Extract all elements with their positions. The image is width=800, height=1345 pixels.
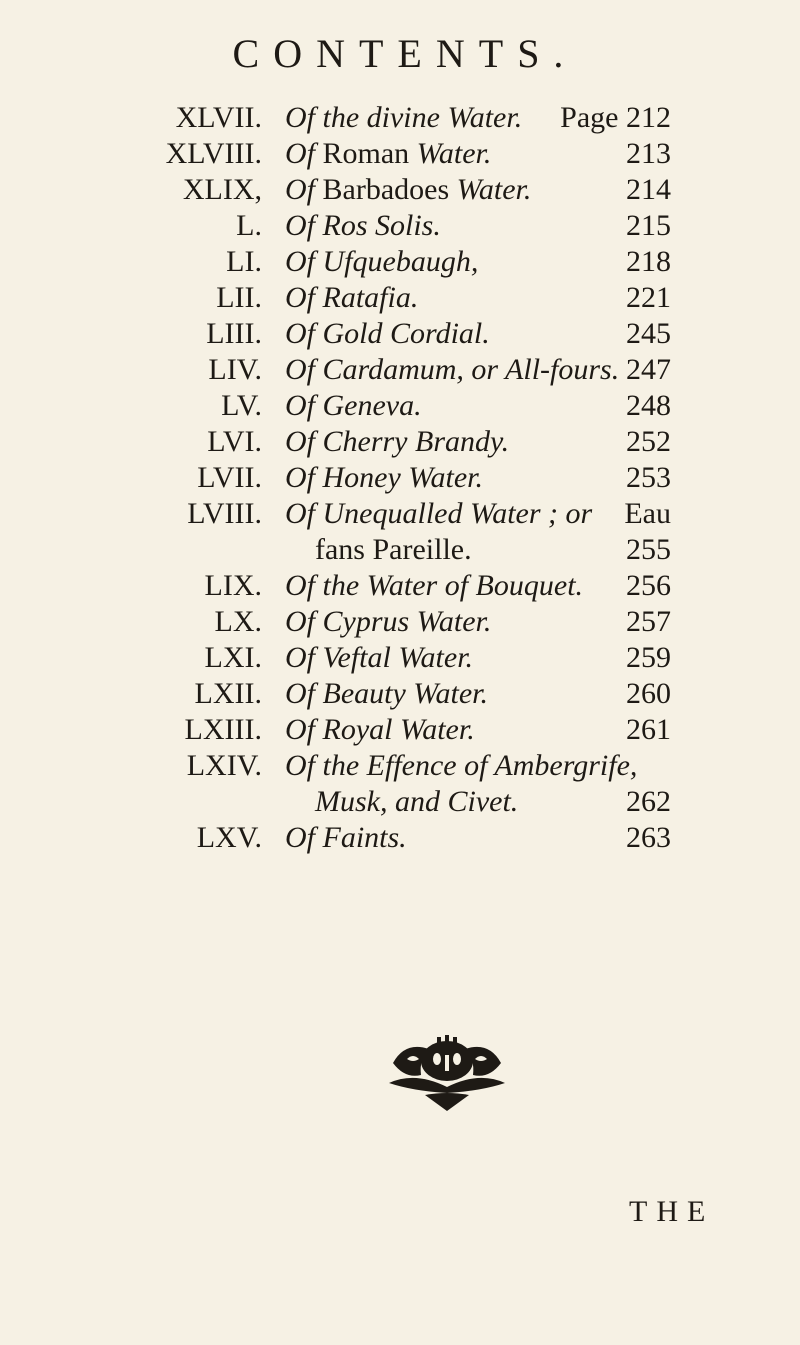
entry-number: LIV.: [208, 353, 262, 386]
entry-page: 257: [626, 605, 671, 638]
entry-title: Of Cardamum, or All-fours.: [285, 353, 620, 386]
entry-number: LV.: [221, 389, 262, 422]
entry-page: 256: [626, 569, 671, 602]
entry-page: 253: [626, 461, 671, 494]
toc-entry: [0, 712, 800, 748]
toc-entry: [0, 496, 800, 532]
entry-page: Eau: [624, 497, 671, 530]
toc-entry-continued: [0, 532, 800, 568]
entry-number: XLIX,: [182, 173, 262, 206]
toc-entry: [0, 604, 800, 640]
toc-entry: [0, 676, 800, 712]
toc-entry: [0, 244, 800, 280]
toc-entry: [0, 100, 800, 136]
entry-number: LIX.: [204, 569, 262, 602]
entry-number: XLVIII.: [165, 137, 262, 170]
entry-page: 218: [626, 245, 671, 278]
entry-number: LXV.: [196, 821, 262, 854]
entry-title: Of Royal Water.: [285, 713, 475, 746]
entry-title: Of Faints.: [285, 821, 407, 854]
printers-ornament-icon: [385, 1035, 509, 1115]
entry-title: Of Ufquebaugh,: [285, 245, 479, 278]
entry-title: Of the Water of Bouquet.: [285, 569, 584, 602]
entry-title: Of Roman Water.: [285, 137, 492, 170]
entry-number: LVII.: [197, 461, 262, 494]
entry-title: Of Beauty Water.: [285, 677, 489, 710]
toc-entry: [0, 640, 800, 676]
entry-page: Page 212: [560, 101, 671, 134]
entry-number: LVI.: [207, 425, 262, 458]
entry-page: 252: [626, 425, 671, 458]
entry-title: Of Ros Solis.: [285, 209, 441, 242]
entry-page: 259: [626, 641, 671, 674]
entry-page: 247: [626, 353, 671, 386]
toc-entry: [0, 568, 800, 604]
entry-number: LIII.: [206, 317, 262, 350]
entry-title: Of Cherry Brandy.: [285, 425, 510, 458]
entry-number: LXIII.: [184, 713, 262, 746]
entry-number: LXII.: [194, 677, 262, 710]
entry-page: 213: [626, 137, 671, 170]
entry-number: L.: [236, 209, 262, 242]
toc-entry: [0, 748, 800, 784]
entry-page: 248: [626, 389, 671, 422]
entry-title: Of Ratafia.: [285, 281, 419, 314]
toc-entry: [0, 424, 800, 460]
toc-entry: [0, 460, 800, 496]
catchword: THE: [629, 1195, 715, 1228]
toc-entry: [0, 136, 800, 172]
entry-title: Of Veftal Water.: [285, 641, 474, 674]
entry-page: 255: [626, 533, 671, 566]
entry-page: 245: [626, 317, 671, 350]
page-header: CONTENTS.: [232, 31, 578, 76]
entry-title: Of Gold Cordial.: [285, 317, 490, 350]
entry-page: 215: [626, 209, 671, 242]
toc-entry: [0, 820, 800, 856]
entry-number: LVIII.: [187, 497, 262, 530]
toc-entry: [0, 388, 800, 424]
entry-page: 221: [626, 281, 671, 314]
entry-title: Of Unequalled Water ; or: [285, 497, 593, 530]
entry-number: LI.: [226, 245, 262, 278]
entry-number: LXI.: [204, 641, 262, 674]
entry-page: 261: [626, 713, 671, 746]
toc-entry: [0, 208, 800, 244]
toc-entry: [0, 316, 800, 352]
toc-entry: [0, 172, 800, 208]
toc-entry: [0, 280, 800, 316]
entry-title: Of the divine Water.: [285, 101, 523, 134]
entry-page: 263: [626, 821, 671, 854]
entry-title: Of Honey Water.: [285, 461, 484, 494]
entry-title-continued: Musk, and Civet.: [315, 785, 519, 818]
entry-page: 214: [626, 173, 671, 206]
entry-title: Of Geneva.: [285, 389, 422, 422]
entry-title: Of Barbadoes Water.: [285, 173, 532, 206]
entry-number: XLVII.: [175, 101, 262, 134]
toc-entry-continued: [0, 784, 800, 820]
entry-page: 262: [626, 785, 671, 818]
entry-title: Of the Effence of Ambergrife,: [285, 749, 638, 782]
toc-entry: [0, 352, 800, 388]
entry-number: LX.: [214, 605, 262, 638]
entry-title: Of Cyprus Water.: [285, 605, 492, 638]
entry-number: LXIV.: [186, 749, 262, 782]
entry-title-continued: fans Pareille.: [315, 533, 472, 566]
entry-number: LII.: [216, 281, 262, 314]
entry-page: 260: [626, 677, 671, 710]
